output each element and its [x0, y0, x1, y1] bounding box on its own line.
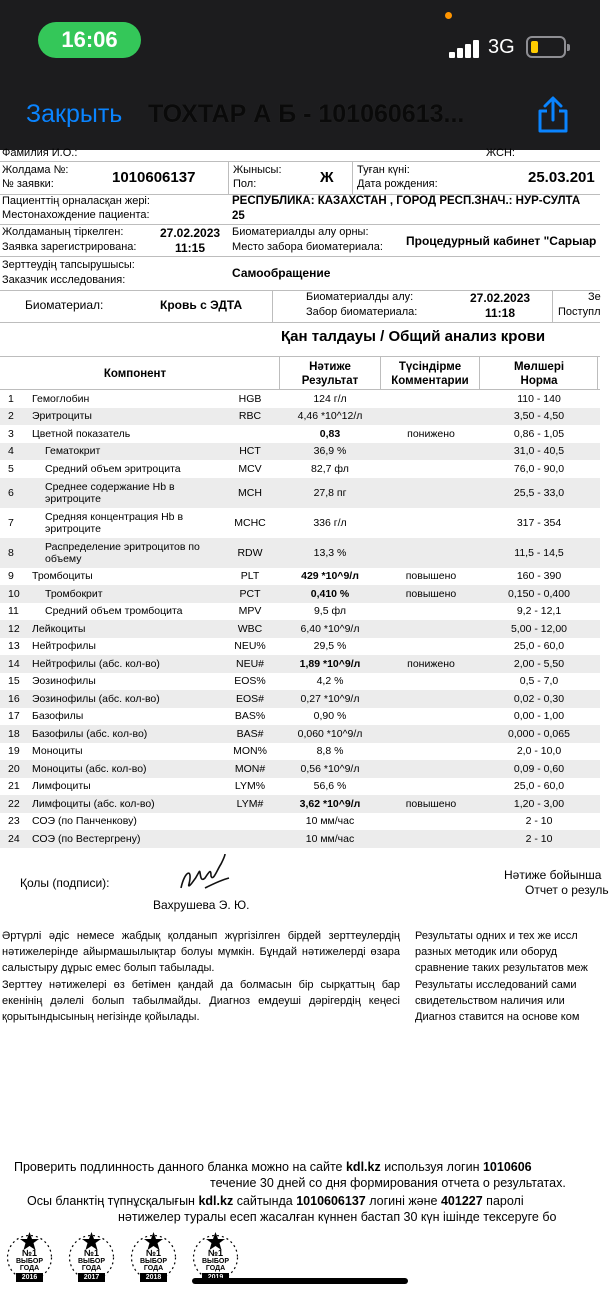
row-comment — [384, 390, 478, 408]
sample-place-value: Процедурный кабинет "Сарыар — [406, 234, 597, 248]
row-number: 23 — [8, 815, 20, 828]
row-result: 0,060 *10^9/л — [297, 727, 363, 740]
row-norm: 3,50 - 4,50 — [513, 410, 565, 423]
order-label-ru: № заявки: — [2, 178, 54, 190]
registered-label-ru: Заявка зарегистрирована: — [2, 241, 137, 253]
row-norm: 317 - 354 — [516, 516, 562, 529]
row-norm: 0,150 - 0,400 — [508, 587, 570, 600]
row-comment — [384, 408, 478, 426]
table-row — [0, 538, 600, 568]
row-norm: 25,0 - 60,0 — [513, 780, 565, 793]
row-name: Средний объем тромбоцита — [45, 605, 183, 618]
result-ru-cut: Отчет о резуль — [525, 883, 609, 897]
row-name: СОЭ (по Панченкову) — [32, 815, 137, 828]
row-name: Тромбокрит — [45, 587, 103, 600]
table-row — [0, 425, 600, 443]
row-code: MON# — [234, 762, 266, 775]
table-header — [0, 356, 600, 390]
table-row — [0, 743, 600, 761]
table-row — [0, 830, 600, 848]
location-value-1: РЕСПУБЛИКА: КАЗАХСТАН , ГОРОД РЕСП.ЗНАЧ.: НУР-СУЛТА — [232, 195, 581, 207]
table-row — [0, 390, 600, 408]
row-norm: 0,02 - 0,30 — [513, 692, 565, 705]
row-name: СОЭ (по Вестергрену) — [32, 832, 141, 845]
row-norm: 2,0 - 10,0 — [516, 745, 562, 758]
disclaimer-ru-1b: разных методик или оборуд — [415, 946, 558, 958]
result-kz-cut: Нәтиже бойынша — [504, 868, 602, 882]
row-result: 0,83 — [319, 427, 341, 440]
row-result: 13,3 % — [313, 546, 347, 559]
row-norm: 31,0 - 40,5 — [513, 445, 565, 458]
row-norm: 2 - 10 — [525, 815, 553, 828]
row-number: 7 — [8, 516, 14, 529]
row-name: Гемоглобин — [32, 392, 90, 405]
row-name: Средняя концентрация Hb в эритроците — [45, 510, 184, 535]
row-name: Моноциты (абс. кол-во) — [32, 762, 147, 775]
row-comment: повышено — [405, 587, 457, 600]
row-name: Нейтрофилы (абс. кол-во) — [32, 657, 160, 670]
row-result: 10 мм/час — [305, 815, 355, 828]
row-comment — [384, 690, 478, 708]
header-comment-kz: Түсіндірме — [398, 360, 462, 373]
right-cut-2: Поступл — [558, 306, 601, 318]
row-result: 0,56 *10^9/л — [300, 762, 360, 775]
row-number: 21 — [8, 780, 20, 793]
registered-label-kz: Жолдаманың тіркелген: — [2, 226, 124, 238]
row-comment — [384, 538, 478, 568]
row-comment — [384, 743, 478, 761]
row-code: EOS% — [234, 675, 266, 688]
disclaimer-ru-2c: Диагноз ставится на основе ком — [415, 1011, 580, 1023]
row-number: 2 — [8, 410, 14, 423]
row-norm: 11,5 - 14,5 — [514, 546, 564, 559]
row-norm: 9,2 - 12,1 — [516, 605, 562, 618]
location-value-2: 25 — [232, 210, 245, 222]
row-code — [228, 830, 272, 848]
right-cut-1: Зе — [588, 291, 601, 303]
row-number: 6 — [8, 486, 14, 499]
row-result: 429 *10^9/л — [301, 570, 359, 583]
row-norm: 160 - 390 — [516, 570, 562, 583]
signature-label: Қолы (подписи): — [20, 876, 110, 890]
row-comment — [384, 508, 478, 538]
row-result: 27,8 пг — [313, 486, 347, 499]
row-number: 15 — [8, 675, 20, 688]
row-code: MCH — [238, 486, 262, 499]
row-name: Лимфоциты — [32, 780, 91, 793]
row-name: Эритроциты — [32, 410, 92, 423]
collect-label-kz: Биоматериалды алу: — [306, 291, 414, 303]
row-norm: 0,09 - 0,60 — [513, 762, 565, 775]
status-nav-bar — [0, 0, 600, 150]
row-result: 9,5 фл — [313, 605, 347, 618]
row-code — [228, 813, 272, 831]
row-number: 5 — [8, 462, 14, 475]
row-comment — [384, 478, 478, 508]
header-component: Компонент — [103, 367, 167, 380]
row-result: 3,62 *10^9/л — [299, 797, 361, 810]
location-label-kz: Пациенттің орналасқан жері: — [2, 195, 150, 207]
row-number: 1 — [8, 392, 14, 405]
row-code: EOS# — [235, 692, 264, 705]
row-comment: повышено — [405, 797, 457, 810]
close-button[interactable]: Закрыть — [26, 100, 123, 128]
disclaimer-ru-1a: Результаты одних и тех же иссл — [415, 930, 578, 942]
sample-place-label-kz: Биоматериалды алу орны: — [232, 226, 369, 238]
dob-value: 25.03.201 — [528, 169, 595, 186]
row-code: NEU# — [235, 657, 264, 670]
row-result: 4,2 % — [316, 675, 344, 688]
row-name: Цветной показатель — [32, 427, 131, 440]
share-icon[interactable] — [536, 96, 570, 134]
row-comment — [384, 620, 478, 638]
row-number: 9 — [8, 570, 14, 583]
row-norm: 2 - 10 — [525, 832, 553, 845]
row-comment — [384, 603, 478, 621]
disclaimer-kz-2: Зерттеу нәтижелері өз бетімен қандай да болмасын бір сырқаттың бар екенінің дәлелі болып табылмайды. Диагноз емдеуші дәрігердің кеңесі қорытындысының негізінде қойылады. — [2, 979, 400, 1023]
row-name: Эозинофилы — [32, 675, 96, 688]
row-norm: 5,00 - 12,00 — [510, 622, 568, 635]
row-code: NEU% — [234, 640, 266, 653]
row-number: 22 — [8, 797, 20, 810]
disclaimer-kz-1: Әртүрлі әдіс немесе жабдық қолданып жүргізілген бірдей зерттеулердің нәтижелерінде айырмашылықтар болуы мүмкін. Бұндай нәтижелерді өзара салыстыру дұрыс емес болып табылады. — [2, 930, 400, 974]
row-result: 6,40 *10^9/л — [300, 622, 360, 635]
row-comment — [384, 813, 478, 831]
table-row — [0, 408, 600, 426]
row-norm: 0,86 - 1,05 — [513, 427, 565, 440]
table-row — [0, 725, 600, 743]
table-row — [0, 568, 600, 586]
award-badge: №1 ВЫБОР ГОДА 2017 — [64, 1230, 119, 1285]
row-name: Лейкоциты — [32, 622, 86, 635]
row-number: 19 — [8, 745, 20, 758]
collect-date: 27.02.2023 — [470, 291, 531, 305]
row-name: Эозинофилы (абс. кол-во) — [32, 692, 160, 705]
disclaimer-ru-2a: Результаты исследований сами — [415, 979, 577, 991]
row-code: RDW — [237, 546, 263, 559]
registered-date: 27.02.2023 — [160, 226, 221, 240]
row-number: 10 — [8, 587, 20, 600]
row-number: 12 — [8, 622, 20, 635]
row-code: RBC — [238, 410, 262, 423]
document-title: ТОХТАР А Б - 101060613... — [148, 100, 465, 128]
table-row — [0, 673, 600, 691]
disclaimer-ru-1c: сравнение таких результатов меж — [415, 962, 588, 974]
row-result: 36,9 % — [313, 445, 347, 458]
row-code: LYM% — [234, 780, 266, 793]
table-row — [0, 603, 600, 621]
row-comment — [384, 673, 478, 691]
row-comment — [384, 830, 478, 848]
row-comment — [384, 778, 478, 796]
network-type: 3G — [488, 36, 515, 58]
row-number: 16 — [8, 692, 20, 705]
row-norm: 110 - 140 — [517, 392, 561, 405]
mic-indicator-icon — [445, 12, 452, 19]
row-number: 8 — [8, 546, 14, 559]
row-comment: повышено — [405, 570, 457, 583]
analysis-title: Қан талдауы / Общий анализ крови — [281, 328, 546, 345]
row-name: Распределение эритроцитов по объему — [45, 540, 200, 565]
footer-kz-line-2: нәтижелер туралы есеп жасалған күннен бастап 30 күн ішінде тексеруге бо — [118, 1210, 557, 1224]
row-code: PCT — [239, 587, 261, 600]
row-code — [228, 425, 272, 443]
header-result-kz: Нәтиже — [309, 360, 351, 373]
header-norm-ru: Норма — [520, 374, 558, 387]
row-comment: понижено — [407, 657, 455, 670]
fio-label: Фамилия И.О.: — [2, 147, 78, 159]
order-number: 1010606137 — [112, 169, 196, 186]
row-number: 4 — [8, 445, 14, 458]
row-norm: 25,5 - 33,0 — [513, 486, 565, 499]
row-comment — [384, 460, 478, 478]
table-row — [0, 708, 600, 726]
table-row — [0, 585, 600, 603]
row-comment — [384, 708, 478, 726]
row-norm: 0,5 - 7,0 — [519, 675, 559, 688]
row-name: Базофилы (абс. кол-во) — [32, 727, 148, 740]
row-number: 18 — [8, 727, 20, 740]
lab-report-document — [0, 147, 609, 1298]
dob-label-ru: Дата рождения: — [357, 178, 438, 190]
table-row — [0, 813, 600, 831]
row-name: Гематокрит — [45, 445, 101, 458]
row-code: MPV — [238, 605, 262, 618]
row-number: 13 — [8, 640, 20, 653]
footer-ru-line-1: Проверить подлинность данного бланка можно на сайте kdl.kz используя логин 1010606 — [14, 1160, 532, 1174]
row-name: Моноциты — [32, 745, 83, 758]
row-comment — [384, 638, 478, 656]
row-comment — [384, 443, 478, 461]
row-number: 24 — [8, 832, 20, 845]
row-number: 11 — [8, 605, 19, 618]
order-label-kz: Жолдама №: — [2, 164, 69, 176]
battery-icon — [526, 36, 566, 58]
footer-ru-line-2: течение 30 дней со дня формирования отчета о результатах. — [210, 1176, 566, 1190]
signer-name: Вахрушева Э. Ю. — [153, 898, 250, 912]
award-badge: №1 ВЫБОР ГОДА 2016 — [2, 1230, 57, 1285]
row-name: Нейтрофилы — [32, 640, 96, 653]
zhsn-label: ЖСН: — [486, 147, 515, 159]
row-code: HGB — [238, 392, 262, 405]
row-norm: 25,0 - 60,0 — [513, 640, 565, 653]
row-name: Базофилы — [32, 710, 84, 723]
disclaimer-ru-2b: свидетельством наличия или — [415, 995, 565, 1007]
row-result: 0,90 % — [313, 710, 347, 723]
table-row — [0, 620, 600, 638]
table-row — [0, 443, 600, 461]
table-row — [0, 655, 600, 673]
row-result: 10 мм/час — [305, 832, 355, 845]
footer-kz-line-1: Осы бланктің түпнұсқалығын kdl.kz сайтында 1010606137 логині және 401227 паролі — [27, 1194, 524, 1208]
row-code: BAS% — [234, 710, 266, 723]
row-result: 1,89 *10^9/л — [299, 657, 361, 670]
row-result: 124 г/л — [313, 392, 347, 405]
row-result: 82,7 фл — [311, 462, 349, 475]
customer-label-ru: Заказчик исследования: — [2, 274, 126, 286]
dob-label-kz: Туған күні: — [357, 164, 410, 176]
table-row — [0, 638, 600, 656]
table-row — [0, 778, 600, 796]
row-code: WBC — [237, 622, 263, 635]
row-result: 336 г/л — [313, 516, 347, 529]
header-comment-ru: Комментарии — [391, 374, 469, 387]
row-result: 56,6 % — [313, 780, 347, 793]
location-label-ru: Местонахождение пациента: — [2, 209, 150, 221]
row-name: Средний объем эритроцита — [45, 462, 181, 475]
row-result: 4,46 *10^12/л — [297, 410, 363, 423]
row-norm: 2,00 - 5,50 — [513, 657, 565, 670]
biomaterial-label: Биоматериал: — [25, 298, 104, 312]
row-result: 0,410 % — [310, 587, 350, 600]
footer-site-link: kdl.kz — [345, 1160, 381, 1174]
row-name: Лимфоциты (абс. кол-во) — [32, 797, 155, 810]
row-comment — [384, 760, 478, 778]
sample-place-label-ru: Место забора биоматериала: — [232, 241, 383, 253]
table-row — [0, 508, 600, 538]
row-code: LYM# — [236, 797, 264, 810]
row-name: Среднее содержание Hb в эритроците — [45, 480, 175, 505]
customer-label-kz: Зерттеудің тапсырушысы: — [2, 259, 135, 271]
row-comment — [384, 725, 478, 743]
row-code: BAS# — [236, 727, 264, 740]
customer-value: Самообращение — [232, 266, 331, 280]
row-norm: 76,0 - 90,0 — [513, 462, 565, 475]
collect-time: 11:18 — [485, 306, 516, 320]
signature-image — [175, 850, 235, 898]
row-result: 8,8 % — [316, 745, 344, 758]
row-number: 20 — [8, 762, 20, 775]
row-comment: понижено — [407, 427, 455, 440]
table-row — [0, 460, 600, 478]
row-code: MON% — [233, 745, 267, 758]
sex-value: Ж — [320, 169, 334, 186]
signal-strength-icon — [449, 38, 481, 58]
biomaterial-value: Кровь с ЭДТА — [160, 298, 243, 312]
header-result-ru: Результат — [301, 374, 359, 387]
row-code: MCHC — [234, 516, 266, 529]
row-code: MCV — [238, 462, 262, 475]
award-badge: №1 ВЫБОР ГОДА 2018 — [126, 1230, 181, 1285]
row-number: 14 — [8, 657, 20, 670]
row-result: 29,5 % — [313, 640, 347, 653]
collect-label-ru: Забор биоматериала: — [306, 306, 418, 318]
sex-label-kz: Жынысы: — [233, 164, 282, 176]
row-number: 3 — [8, 427, 14, 440]
row-norm: 1,20 - 3,00 — [513, 797, 565, 810]
row-norm: 0,00 - 1,00 — [513, 710, 565, 723]
row-code: PLT — [240, 570, 260, 583]
sex-label-ru: Пол: — [233, 178, 257, 190]
row-norm: 0,000 - 0,065 — [508, 727, 570, 740]
status-time: 16:06 — [38, 22, 141, 58]
home-indicator[interactable] — [192, 1278, 408, 1284]
header-norm-kz: Мөлшері — [513, 360, 565, 373]
table-row — [0, 760, 600, 778]
table-row — [0, 690, 600, 708]
table-row — [0, 795, 600, 813]
table-row — [0, 478, 600, 508]
registered-time: 11:15 — [175, 241, 206, 255]
row-code: HCT — [239, 445, 261, 458]
row-number: 17 — [8, 710, 20, 723]
row-result: 0,27 *10^9/л — [300, 692, 360, 705]
award-badge: №1 ВЫБОР ГОДА — [188, 1230, 243, 1285]
row-name: Тромбоциты — [32, 570, 93, 583]
